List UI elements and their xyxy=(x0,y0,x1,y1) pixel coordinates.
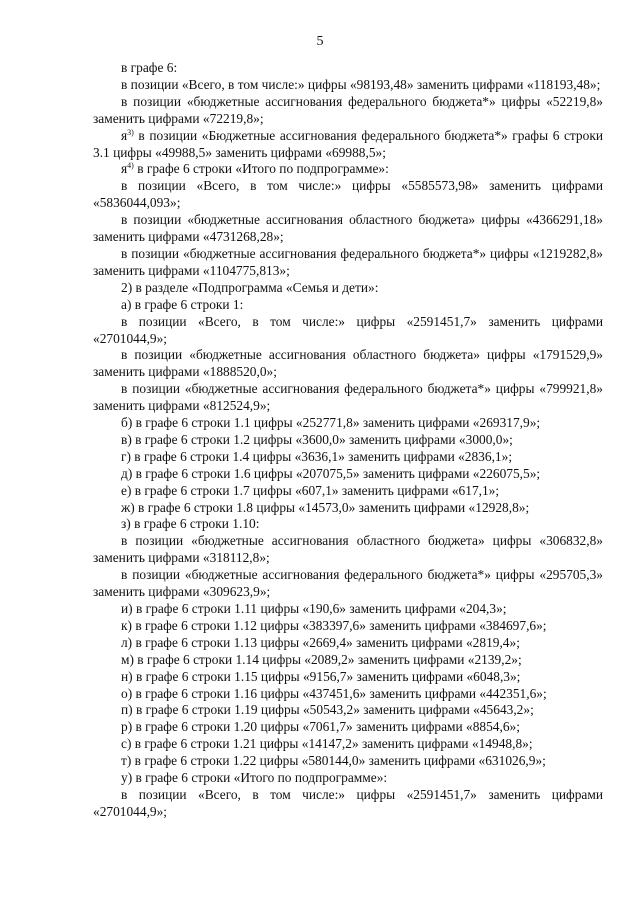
paragraph xyxy=(93,753,603,770)
paragraph-text: р) в графе 6 строки 1.20 цифры «7061,7» заменить цифрами «8854,6»; xyxy=(121,719,520,735)
paragraph-text: 2) в разделе «Подпрограмма «Семья и дети»: xyxy=(121,279,379,295)
paragraph xyxy=(93,601,603,618)
page-number: 5 xyxy=(316,34,324,49)
paragraph-text: в позиции «бюджетные ассигнования федерального бюджета*» цифры «295705,3» заменить цифрами «309623,9»; xyxy=(93,567,603,600)
paragraph-text: н) в графе 6 строки 1.15 цифры «9156,7» заменить цифрами «6048,3»; xyxy=(121,668,521,684)
paragraph xyxy=(93,770,603,787)
paragraph xyxy=(93,60,603,77)
paragraph xyxy=(93,635,603,652)
paragraph-text: в графе 6 строки «Итого по подпрограмме»: xyxy=(133,161,389,177)
paragraph-text: в позиции «бюджетные ассигнования областного бюджета» цифры «4366291,18» заменить цифрами «4731268,28»; xyxy=(93,212,603,245)
paragraph-text: л) в графе 6 строки 1.13 цифры «2669,4» заменить цифрами «2819,4»; xyxy=(121,634,520,650)
paragraph xyxy=(93,483,603,500)
paragraph-text: в позиции «бюджетные ассигнования федерального бюджета*» цифры «52219,8» заменить цифрами «72219,8»; xyxy=(93,93,603,126)
paragraph xyxy=(93,736,603,753)
paragraph-text: в) в графе 6 строки 1.2 цифры «3600,0» заменить цифрами «3000,0»; xyxy=(121,431,513,447)
paragraph xyxy=(93,669,603,686)
paragraph xyxy=(93,347,603,381)
paragraph xyxy=(93,246,603,280)
paragraph-text: в позиции «Всего, в том числе:» цифры «2591451,7» заменить цифрами «2701044,9»; xyxy=(93,313,603,346)
paragraph xyxy=(93,77,603,94)
paragraph xyxy=(93,432,603,449)
paragraph xyxy=(93,533,603,567)
paragraph xyxy=(93,212,603,246)
paragraph-text: т) в графе 6 строки 1.22 цифры «580144,0» заменить цифрами «631026,9»; xyxy=(121,753,546,769)
paragraph xyxy=(93,787,603,821)
paragraph xyxy=(93,567,603,601)
document-body xyxy=(93,60,603,821)
paragraph xyxy=(93,618,603,635)
paragraph xyxy=(93,161,603,178)
paragraph-text: е) в графе 6 строки 1.7 цифры «607,1» заменить цифрами «617,1»; xyxy=(121,482,500,498)
paragraph xyxy=(93,500,603,517)
paragraph-text: д) в графе 6 строки 1.6 цифры «207075,5» заменить цифрами «226075,5»; xyxy=(121,465,541,481)
paragraph xyxy=(93,516,603,533)
item-letter: я xyxy=(121,127,128,143)
paragraph xyxy=(93,719,603,736)
paragraph-text: в позиции «Всего, в том числе:» цифры «2591451,7» заменить цифрами «2701044,9»; xyxy=(93,786,603,819)
paragraph xyxy=(93,178,603,212)
paragraph-text: п) в графе 6 строки 1.19 цифры «50543,2» заменить цифрами «45643,2»; xyxy=(121,702,534,718)
paragraph-text: в позиции «Бюджетные ассигнования федерального бюджета*» графы 6 строки 3.1 цифры «49988,5» заменить цифрами «69988,5»; xyxy=(93,127,603,160)
paragraph-text: а) в графе 6 строки 1: xyxy=(121,296,244,312)
paragraph xyxy=(93,381,603,415)
paragraph-text: и) в графе 6 строки 1.11 цифры «190,6» заменить цифрами «204,3»; xyxy=(121,601,507,616)
paragraph xyxy=(93,652,603,669)
paragraph xyxy=(93,280,603,297)
paragraph xyxy=(93,94,603,128)
item-superscript: 4) xyxy=(127,161,134,171)
paragraph xyxy=(93,702,603,719)
paragraph xyxy=(93,297,603,314)
paragraph-text: о) в графе 6 строки 1.16 цифры «437451,6» заменить цифрами «442351,6»; xyxy=(121,685,547,701)
paragraph xyxy=(93,128,603,162)
paragraph-text: з) в графе 6 строки 1.10: xyxy=(121,516,260,532)
paragraph xyxy=(93,466,603,483)
paragraph xyxy=(93,449,603,466)
paragraph-text: с) в графе 6 строки 1.21 цифры «14147,2» заменить цифрами «14948,8»; xyxy=(121,736,533,752)
paragraph-text: в позиции «бюджетные ассигнования областного бюджета» цифры «306832,8» заменить цифрами «318112,8»; xyxy=(93,533,603,566)
paragraph-text: в позиции «бюджетные ассигнования областного бюджета» цифры «1791529,9» заменить цифрами «1888520,0»; xyxy=(93,347,603,380)
paragraph-text: у) в графе 6 строки «Итого по подпрограмме»: xyxy=(121,770,388,786)
paragraph-text: к) в графе 6 строки 1.12 цифры «383397,6» заменить цифрами «384697,6»; xyxy=(121,617,547,633)
item-letter: я xyxy=(121,161,128,177)
paragraph xyxy=(93,686,603,703)
paragraph xyxy=(93,415,603,432)
paragraph-text: м) в графе 6 строки 1.14 цифры «2089,2» заменить цифрами «2139,2»; xyxy=(121,651,522,667)
paragraph-text: в позиции «бюджетные ассигнования федерального бюджета*» цифры «799921,8» заменить цифрами «812524,9»; xyxy=(93,381,603,414)
paragraph-text: ж) в графе 6 строки 1.8 цифры «14573,0» заменить цифрами «12928,8»; xyxy=(121,499,530,515)
paragraph-text: г) в графе 6 строки 1.4 цифры «3636,1» заменить цифрами «2836,1»; xyxy=(121,448,513,464)
paragraph-text: в позиции «бюджетные ассигнования федерального бюджета*» цифры «1219282,8» заменить цифрами «1104775,813»; xyxy=(93,245,603,278)
paragraph-text: в позиции «Всего, в том числе:» цифры «5585573,98» заменить цифрами «5836044,093»; xyxy=(93,178,603,211)
paragraph-text: в графе 6: xyxy=(121,60,178,75)
item-superscript: 3) xyxy=(127,127,134,137)
paragraph-text: б) в графе 6 строки 1.1 цифры «252771,8» заменить цифрами «269317,9»; xyxy=(121,415,541,431)
paragraph xyxy=(93,314,603,348)
paragraph-text: в позиции «Всего, в том числе:» цифры «98193,48» заменить цифрами «118193,48»; xyxy=(121,76,601,92)
